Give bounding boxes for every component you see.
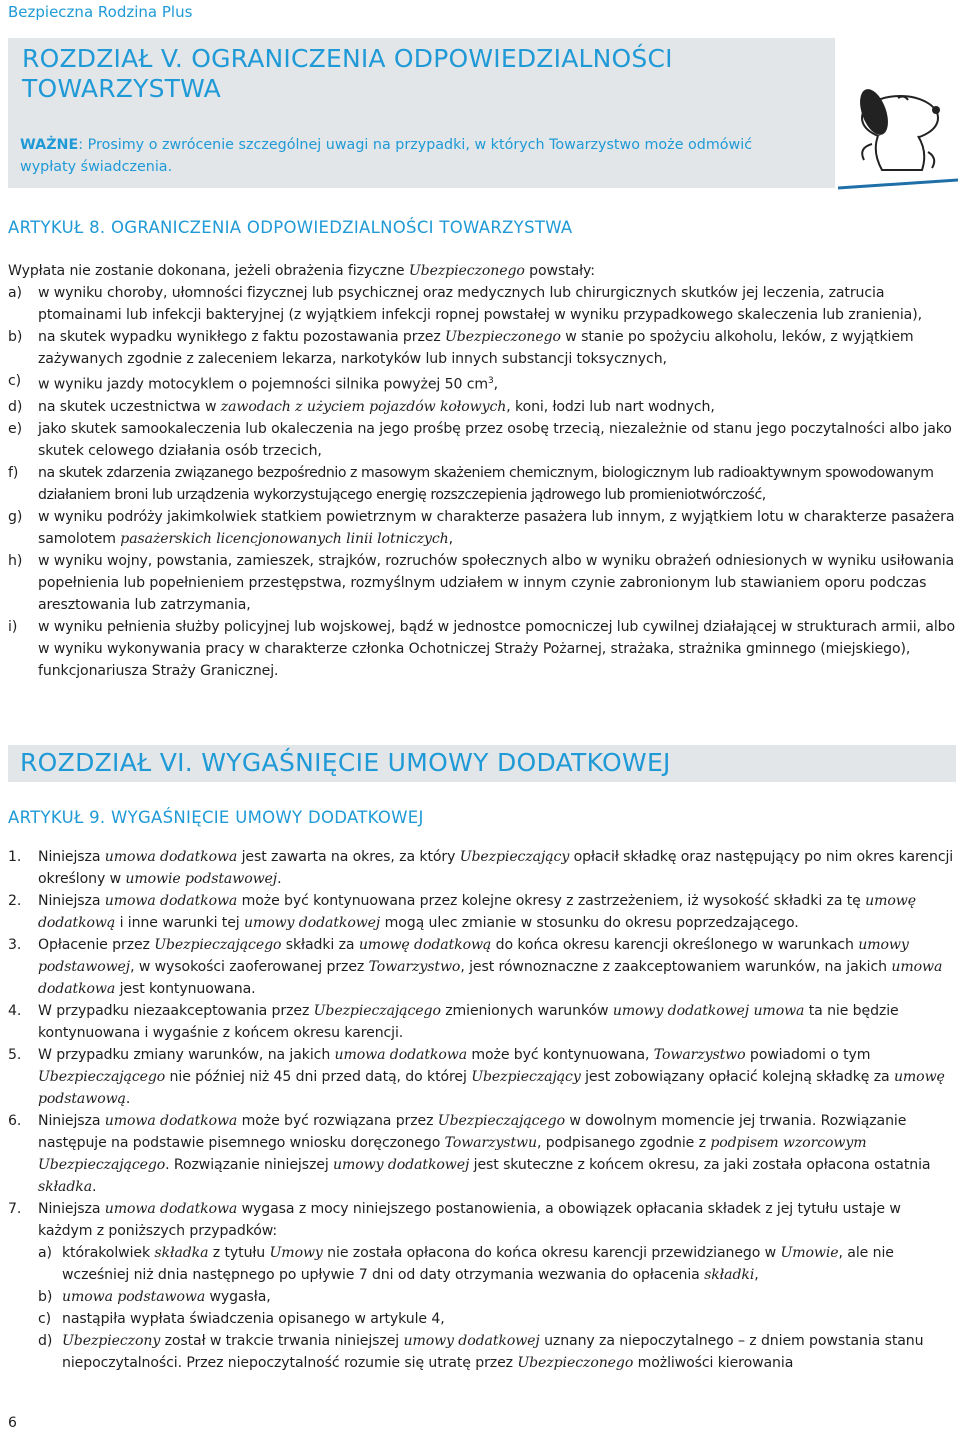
list-item: i) w wyniku pełnienia służby policyjnej lub wojskowej, bądź w jednostce pomocniczej lub cywilnej działającej w strukturach armii, albo w wyniku wykonywania pracy w charakterze członka Ochotniczej Straży Pożarnej, strażaka, strażnika gminnego (miejskiego), funkcjonariusza Straży Granicznej. <box>8 618 956 679</box>
list-item: 6. Niniejsza umowa dodatkowa może być rozwiązana przez Ubezpieczającego w dowolnym momencie jej trwania. Rozwiązanie następuje na podstawie pisemnego wniosku doręczonego Towarzystwu, podpisanego zgodnie z podpisem wzorcowym Ubezpieczającego. Rozwiązanie niniejszej umowy dodatkowej jest skuteczne z końcem okresu, za jaki została opłacona ostatnia składka. <box>8 1113 931 1195</box>
chapter5-banner <box>8 38 835 188</box>
page-number: 6 <box>8 1415 17 1431</box>
header-brand: Bezpieczna Rodzina Plus <box>8 3 193 21</box>
list-item: b) na skutek wypadku wynikłego z faktu pozostawania przez Ubezpieczonego w stanie po spożyciu alkoholu, leków, z wyjątkiem zażywanych zgodnie z zaleceniem lekarza, narkotyków lub innych substancji toksycznych, <box>8 329 914 367</box>
sub-item: d) Ubezpieczony został w trakcie trwania niniejszej umowy dodatkowej uznany za niepoczytalnego – z dniem powstania stanu niepoczytalności. Przez niepoczytalność rozumie się utratę przez Ubezpieczonego możliwości kierowania <box>38 1333 924 1371</box>
article9-title: ARTYKUŁ 9. WYGAŚNIĘCIE UMOWY DODATKOWEJ <box>8 808 424 827</box>
list-item: a) w wyniku choroby, ułomności fizycznej lub psychicznej oraz medycznych lub chirurgicznych skutków jej leczenia, zatrucia ptomainami lub infekcji bakteryjnej (z wyjątkiem infekcji ropnej powstałej w wyniku przypadkowego skaleczenia lub zranienia), <box>8 285 922 323</box>
list-item: 1. Niniejsza umowa dodatkowa jest zawarta na okres, za który Ubezpieczający opłacił składkę oraz następujący po nim okres karencji określony w umowie podstawowej. <box>8 849 954 887</box>
article8-intro: Wypłata nie zostanie dokonana, jeżeli obrażenia fizyczne Ubezpieczonego powstały: <box>8 263 595 279</box>
chapter5-title: ROZDZIAŁ V. OGRANICZENIA ODPOWIEDZIALNOŚCI TOWARZYSTWA <box>22 44 673 103</box>
list-item: d) na skutek uczestnictwa w zawodach z użyciem pojazdów kołowych, koni, łodzi lub nart wodnych, <box>8 398 715 415</box>
article8-body <box>8 260 958 682</box>
list-item: 3. Opłacenie przez Ubezpieczającego składki za umowę dodatkową do końca okresu karencji określonego w warunkach umowy podstawowej, w wysokości zaoferowanej przez Towarzystwo, jest równoznaczne z zaakceptowaniem warunków, na jakich umowa dodatkowa jest kontynuowana. <box>8 937 943 997</box>
sub-item: a) którakolwiek składka z tytułu Umowy nie została opłacona do końca okresu karencji przewidzianego w Umowie, ale nie wcześniej niż dnia następnego po upływie 7 dni od daty otrzymania wezwania do opłacenia składki, <box>38 1245 894 1283</box>
list-item: 5. W przypadku zmiany warunków, na jakich umowa dodatkowa może być kontynuowana, Towarzystwo powiadomi o tym Ubezpieczającego nie później niż 45 dni przed datą, do której Ubezpieczający jest zobowiązany opłacić kolejną składkę za umowę podstawową. <box>8 1047 945 1107</box>
chapter6-title: ROZDZIAŁ VI. WYGAŚNIĘCIE UMOWY DODATKOWEJ <box>20 748 671 777</box>
list-item: c) w wyniku jazdy motocyklem o pojemności silnika powyżej 50 $cm^3$, <box>8 373 499 393</box>
important-notice <box>20 134 810 178</box>
list-item: e) jako skutek samookaleczenia lub okaleczenia na jego prośbę przez osobę trzecią, niezależnie od stanu jego poczytalności albo jako skutek celowego działania osób trzecich, <box>8 420 952 459</box>
chapter6-banner <box>8 745 956 782</box>
list-item: 2. Niniejsza umowa dodatkowa może być kontynuowana przez kolejne okresy z zastrzeżeniem, iż wysokość składki za tę umowę dodatkową i inne warunki tej umowy dodatkowej mogą ulec zmianie w stosunku do okresu poprzedzającego. <box>8 893 916 931</box>
sub-item: b) umowa podstawowa wygasła, <box>38 1289 271 1305</box>
article8-title: ARTYKUŁ 8. OGRANICZENIA ODPOWIEDZIALNOŚCI TOWARZYSTWA <box>8 218 573 237</box>
important-text: : Prosimy o zwrócenie szczególnej uwagi na przypadki, w których Towarzystwo może odmówić wypłaty świadczenia. <box>20 137 753 175</box>
list-item: 4. W przypadku niezaakceptowania przez Ubezpieczającego zmienionych warunków umowy dodatkowej umowa ta nie będzie kontynuowana i wygaśnie z końcem okresu karencji. <box>8 1003 899 1041</box>
article9-body <box>8 846 958 1374</box>
snoopy-illustration <box>838 40 958 190</box>
sub-item: c) nastąpiła wypłata świadczenia opisanego w artykule 4, <box>38 1311 445 1327</box>
list-item: h) w wyniku wojny, powstania, zamieszek, strajków, rozruchów społecznych albo w wyniku obrażeń odniesionych w wyniku usiłowania popełnienia lub popełnieniem przestępstwa, rozmyślnym udziałem w innym czynie zabronionym lub stawianiem oporu podczas aresztowania lub zatrzymania, <box>8 552 955 613</box>
list-item: 7. Niniejsza umowa dodatkowa wygasa z mocy niniejszego postanowienia, a obowiązek opłacania składek z jej tytułu ustaje w każdym z poniższych przypadków: a) którakolwiek składka z tytułu Umowy nie została opłacona do końca okresu karencji przewidzianego w Umowie, ale nie wcześniej niż dnia następnego po upływie 7 dni od daty otrzymania wezwania do opłacenia składki, b) umowa podstawowa wygasła, c) nastąpiła wypłata świadczenia opisanego w artykule 4, d) Ubezpieczony został w trakcie trwania niniejszej umowy dodatkowej uznany za niepoczytalnego – z dniem powstania stanu niepoczytalności. Przez niepoczytalność rozumie się utratę przez Ubezpieczonego możliwości kierowania <box>8 1198 958 1374</box>
list-item: f) na skutek zdarzenia związanego bezpośrednio z masowym skażeniem chemicznym, biologicznym lub radioaktywnym spowodowanym działaniem broni lub urządzenia wykorzystującego energię rozszczepienia jądrowego lub promieniotwórczość, <box>8 464 934 503</box>
important-label: WAŻNE <box>20 137 79 153</box>
list-item: g) w wyniku podróży jakimkolwiek statkiem powietrznym w charakterze pasażera lub innym, z wyjątkiem lotu w charakterze pasażera samolotem pasażerskich licencjonowanych linii lotniczych, <box>8 508 955 547</box>
